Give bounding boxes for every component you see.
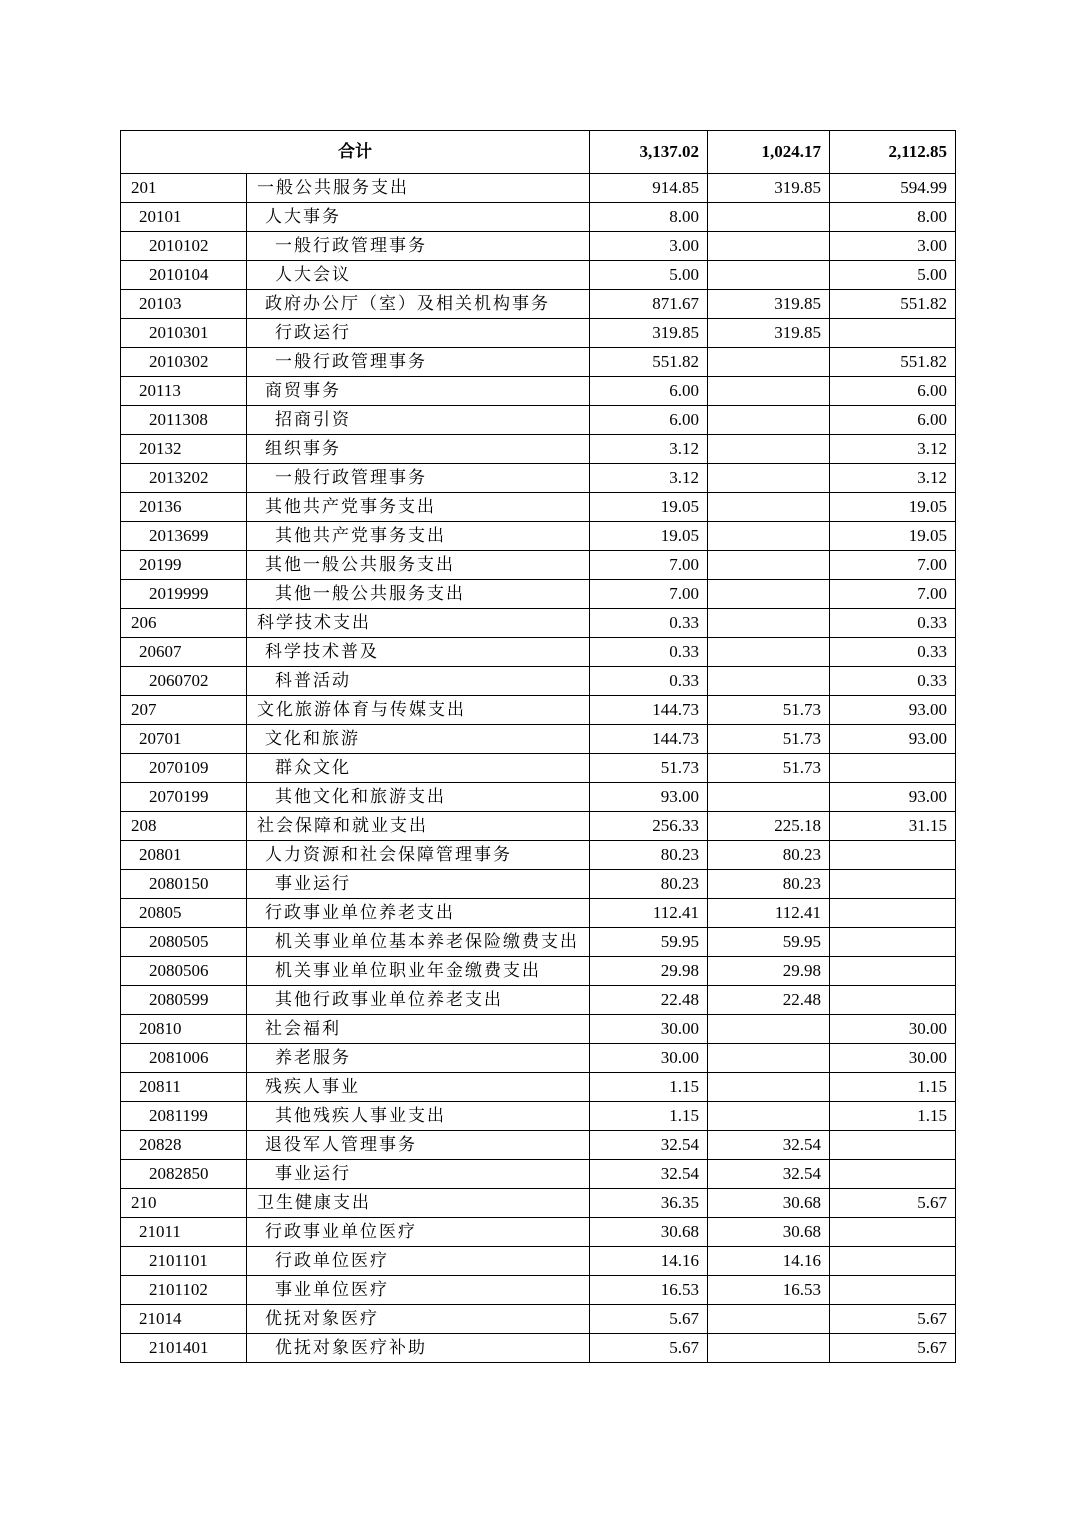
row-total: 93.00 <box>590 783 708 812</box>
row-basic: 22.48 <box>708 986 830 1015</box>
row-name: 科学技术普及 <box>247 638 590 667</box>
row-total: 5.67 <box>590 1334 708 1363</box>
row-code: 2101102 <box>121 1276 247 1305</box>
row-total: 19.05 <box>590 522 708 551</box>
row-code: 20199 <box>121 551 247 580</box>
row-total: 80.23 <box>590 841 708 870</box>
row-total: 6.00 <box>590 377 708 406</box>
table-row <box>121 290 956 319</box>
row-basic: 30.68 <box>708 1218 830 1247</box>
row-name: 科普活动 <box>247 667 590 696</box>
row-name: 社会福利 <box>247 1015 590 1044</box>
row-total: 3.12 <box>590 464 708 493</box>
row-code: 2081199 <box>121 1102 247 1131</box>
row-basic <box>708 1015 830 1044</box>
row-basic <box>708 464 830 493</box>
row-code: 2080599 <box>121 986 247 1015</box>
row-name: 一般行政管理事务 <box>247 232 590 261</box>
row-basic <box>708 232 830 261</box>
row-basic: 51.73 <box>708 754 830 783</box>
table-row <box>121 406 956 435</box>
table-row <box>121 493 956 522</box>
row-code: 207 <box>121 696 247 725</box>
row-total: 551.82 <box>590 348 708 377</box>
table-row <box>121 928 956 957</box>
row-total: 3.00 <box>590 232 708 261</box>
expenditure-table <box>120 130 956 1363</box>
row-name: 政府办公厅（室）及相关机构事务 <box>247 290 590 319</box>
row-total: 7.00 <box>590 551 708 580</box>
row-basic: 112.41 <box>708 899 830 928</box>
table-body <box>121 131 956 1363</box>
row-name: 社会保障和就业支出 <box>247 812 590 841</box>
table-row <box>121 1218 956 1247</box>
row-total: 0.33 <box>590 609 708 638</box>
row-project <box>830 899 956 928</box>
row-project <box>830 841 956 870</box>
row-total: 5.67 <box>590 1305 708 1334</box>
row-name: 行政单位医疗 <box>247 1247 590 1276</box>
row-project <box>830 1276 956 1305</box>
row-code: 2010302 <box>121 348 247 377</box>
row-code: 2080150 <box>121 870 247 899</box>
row-code: 2081006 <box>121 1044 247 1073</box>
row-basic: 51.73 <box>708 725 830 754</box>
table-row <box>121 696 956 725</box>
row-project <box>830 986 956 1015</box>
row-project: 594.99 <box>830 174 956 203</box>
row-name: 招商引资 <box>247 406 590 435</box>
row-basic <box>708 522 830 551</box>
table-row <box>121 319 956 348</box>
row-total: 0.33 <box>590 638 708 667</box>
row-code: 21011 <box>121 1218 247 1247</box>
row-project: 5.67 <box>830 1305 956 1334</box>
row-name: 优抚对象医疗 <box>247 1305 590 1334</box>
row-name: 其他共产党事务支出 <box>247 493 590 522</box>
table-row <box>121 1247 956 1276</box>
row-basic <box>708 609 830 638</box>
row-code: 2060702 <box>121 667 247 696</box>
row-name: 其他一般公共服务支出 <box>247 551 590 580</box>
row-code: 20801 <box>121 841 247 870</box>
row-project: 7.00 <box>830 551 956 580</box>
table-row <box>121 1015 956 1044</box>
row-basic <box>708 261 830 290</box>
row-basic: 14.16 <box>708 1247 830 1276</box>
row-basic <box>708 580 830 609</box>
row-code: 2010104 <box>121 261 247 290</box>
row-code: 2070109 <box>121 754 247 783</box>
row-code: 2070199 <box>121 783 247 812</box>
row-project <box>830 1131 956 1160</box>
row-project: 30.00 <box>830 1044 956 1073</box>
row-code: 20132 <box>121 435 247 464</box>
row-project: 19.05 <box>830 522 956 551</box>
table-row <box>121 261 956 290</box>
row-basic: 29.98 <box>708 957 830 986</box>
row-project <box>830 928 956 957</box>
table-row <box>121 551 956 580</box>
row-basic <box>708 783 830 812</box>
row-name: 养老服务 <box>247 1044 590 1073</box>
row-name: 事业运行 <box>247 1160 590 1189</box>
row-basic: 51.73 <box>708 696 830 725</box>
row-basic <box>708 435 830 464</box>
row-total: 14.16 <box>590 1247 708 1276</box>
row-code: 2010102 <box>121 232 247 261</box>
row-code: 20701 <box>121 725 247 754</box>
row-name: 其他一般公共服务支出 <box>247 580 590 609</box>
row-basic <box>708 1073 830 1102</box>
row-code: 20113 <box>121 377 247 406</box>
table-row <box>121 174 956 203</box>
row-name: 卫生健康支出 <box>247 1189 590 1218</box>
row-project: 5.00 <box>830 261 956 290</box>
table-row <box>121 1334 956 1363</box>
row-name: 事业单位医疗 <box>247 1276 590 1305</box>
row-code: 20136 <box>121 493 247 522</box>
row-total: 6.00 <box>590 406 708 435</box>
row-total: 29.98 <box>590 957 708 986</box>
row-total: 871.67 <box>590 290 708 319</box>
row-name: 人大事务 <box>247 203 590 232</box>
table-row <box>121 1189 956 1218</box>
row-code: 20810 <box>121 1015 247 1044</box>
row-code: 2011308 <box>121 406 247 435</box>
row-project: 8.00 <box>830 203 956 232</box>
row-basic <box>708 1305 830 1334</box>
row-code: 2101101 <box>121 1247 247 1276</box>
row-project <box>830 870 956 899</box>
table-row <box>121 841 956 870</box>
row-project: 3.12 <box>830 435 956 464</box>
row-project: 19.05 <box>830 493 956 522</box>
table-row <box>121 638 956 667</box>
row-project: 0.33 <box>830 609 956 638</box>
row-basic: 80.23 <box>708 841 830 870</box>
table-row <box>121 435 956 464</box>
row-total: 32.54 <box>590 1131 708 1160</box>
row-total: 80.23 <box>590 870 708 899</box>
row-total: 32.54 <box>590 1160 708 1189</box>
row-name: 文化旅游体育与传媒支出 <box>247 696 590 725</box>
row-code: 2019999 <box>121 580 247 609</box>
row-name: 其他文化和旅游支出 <box>247 783 590 812</box>
row-project <box>830 1218 956 1247</box>
row-total: 0.33 <box>590 667 708 696</box>
row-name: 其他行政事业单位养老支出 <box>247 986 590 1015</box>
total-label: 合计 <box>121 131 590 174</box>
table-row <box>121 870 956 899</box>
row-basic <box>708 1334 830 1363</box>
row-code: 20805 <box>121 899 247 928</box>
row-total: 8.00 <box>590 203 708 232</box>
table-row <box>121 783 956 812</box>
row-total: 319.85 <box>590 319 708 348</box>
row-total: 30.00 <box>590 1015 708 1044</box>
row-project: 93.00 <box>830 783 956 812</box>
row-project <box>830 754 956 783</box>
row-code: 20101 <box>121 203 247 232</box>
row-project: 0.33 <box>830 667 956 696</box>
row-project: 0.33 <box>830 638 956 667</box>
row-project: 1.15 <box>830 1073 956 1102</box>
row-code: 2101401 <box>121 1334 247 1363</box>
row-total: 19.05 <box>590 493 708 522</box>
table-row <box>121 1102 956 1131</box>
row-name: 残疾人事业 <box>247 1073 590 1102</box>
row-total: 59.95 <box>590 928 708 957</box>
row-name: 优抚对象医疗补助 <box>247 1334 590 1363</box>
row-name: 人力资源和社会保障管理事务 <box>247 841 590 870</box>
row-total: 36.35 <box>590 1189 708 1218</box>
row-code: 2080505 <box>121 928 247 957</box>
row-code: 20103 <box>121 290 247 319</box>
row-project: 551.82 <box>830 290 956 319</box>
table-row <box>121 1131 956 1160</box>
table-row <box>121 1073 956 1102</box>
row-basic: 16.53 <box>708 1276 830 1305</box>
table-row <box>121 1305 956 1334</box>
row-basic <box>708 667 830 696</box>
row-total: 30.68 <box>590 1218 708 1247</box>
total-project-amount: 2,112.85 <box>830 131 956 174</box>
row-project: 6.00 <box>830 377 956 406</box>
row-code: 21014 <box>121 1305 247 1334</box>
row-basic <box>708 203 830 232</box>
row-name: 商贸事务 <box>247 377 590 406</box>
table-row <box>121 725 956 754</box>
row-total: 256.33 <box>590 812 708 841</box>
table-row <box>121 203 956 232</box>
row-code: 20811 <box>121 1073 247 1102</box>
row-basic <box>708 493 830 522</box>
row-code: 210 <box>121 1189 247 1218</box>
row-code: 2010301 <box>121 319 247 348</box>
total-basic-amount: 1,024.17 <box>708 131 830 174</box>
row-total: 112.41 <box>590 899 708 928</box>
row-name: 事业运行 <box>247 870 590 899</box>
row-basic <box>708 1102 830 1131</box>
row-code: 20607 <box>121 638 247 667</box>
table-row <box>121 812 956 841</box>
row-total: 914.85 <box>590 174 708 203</box>
row-project: 3.00 <box>830 232 956 261</box>
table-row <box>121 957 956 986</box>
row-total: 51.73 <box>590 754 708 783</box>
row-project: 30.00 <box>830 1015 956 1044</box>
row-basic: 319.85 <box>708 290 830 319</box>
row-name: 科学技术支出 <box>247 609 590 638</box>
table-row <box>121 899 956 928</box>
table-row <box>121 522 956 551</box>
row-project <box>830 1247 956 1276</box>
row-project: 5.67 <box>830 1189 956 1218</box>
row-project: 7.00 <box>830 580 956 609</box>
row-name: 组织事务 <box>247 435 590 464</box>
row-name: 一般行政管理事务 <box>247 464 590 493</box>
row-basic <box>708 348 830 377</box>
table-row <box>121 1160 956 1189</box>
row-basic <box>708 551 830 580</box>
row-name: 人大会议 <box>247 261 590 290</box>
row-total: 16.53 <box>590 1276 708 1305</box>
row-name: 一般行政管理事务 <box>247 348 590 377</box>
total-row <box>121 131 956 174</box>
row-total: 144.73 <box>590 696 708 725</box>
row-name: 其他残疾人事业支出 <box>247 1102 590 1131</box>
table-row <box>121 986 956 1015</box>
row-code: 2082850 <box>121 1160 247 1189</box>
row-project: 93.00 <box>830 725 956 754</box>
row-project: 6.00 <box>830 406 956 435</box>
row-total: 3.12 <box>590 435 708 464</box>
row-project: 5.67 <box>830 1334 956 1363</box>
row-total: 144.73 <box>590 725 708 754</box>
table-row <box>121 1276 956 1305</box>
row-basic <box>708 638 830 667</box>
row-total: 1.15 <box>590 1073 708 1102</box>
row-total: 22.48 <box>590 986 708 1015</box>
row-code: 2080506 <box>121 957 247 986</box>
row-total: 1.15 <box>590 1102 708 1131</box>
table-row <box>121 609 956 638</box>
row-code: 2013202 <box>121 464 247 493</box>
row-code: 2013699 <box>121 522 247 551</box>
table-row <box>121 1044 956 1073</box>
row-code: 208 <box>121 812 247 841</box>
row-code: 20828 <box>121 1131 247 1160</box>
row-project: 93.00 <box>830 696 956 725</box>
row-project: 31.15 <box>830 812 956 841</box>
row-basic <box>708 377 830 406</box>
table-row <box>121 580 956 609</box>
row-basic <box>708 406 830 435</box>
row-project <box>830 319 956 348</box>
row-basic: 30.68 <box>708 1189 830 1218</box>
table-row <box>121 667 956 696</box>
table-row <box>121 377 956 406</box>
row-basic: 225.18 <box>708 812 830 841</box>
row-name: 一般公共服务支出 <box>247 174 590 203</box>
row-name: 机关事业单位基本养老保险缴费支出 <box>247 928 590 957</box>
row-total: 7.00 <box>590 580 708 609</box>
row-code: 206 <box>121 609 247 638</box>
row-name: 其他共产党事务支出 <box>247 522 590 551</box>
table-row <box>121 232 956 261</box>
row-project: 1.15 <box>830 1102 956 1131</box>
row-basic: 59.95 <box>708 928 830 957</box>
row-project <box>830 1160 956 1189</box>
table-row <box>121 754 956 783</box>
row-name: 文化和旅游 <box>247 725 590 754</box>
row-project: 3.12 <box>830 464 956 493</box>
row-name: 行政事业单位养老支出 <box>247 899 590 928</box>
row-code: 201 <box>121 174 247 203</box>
row-name: 行政运行 <box>247 319 590 348</box>
row-project: 551.82 <box>830 348 956 377</box>
row-basic: 319.85 <box>708 174 830 203</box>
row-name: 行政事业单位医疗 <box>247 1218 590 1247</box>
table-row <box>121 464 956 493</box>
row-project <box>830 957 956 986</box>
row-basic: 32.54 <box>708 1160 830 1189</box>
row-name: 退役军人管理事务 <box>247 1131 590 1160</box>
row-basic: 80.23 <box>708 870 830 899</box>
row-basic <box>708 1044 830 1073</box>
row-basic: 319.85 <box>708 319 830 348</box>
table-row <box>121 348 956 377</box>
row-name: 机关事业单位职业年金缴费支出 <box>247 957 590 986</box>
row-basic: 32.54 <box>708 1131 830 1160</box>
row-total: 30.00 <box>590 1044 708 1073</box>
row-name: 群众文化 <box>247 754 590 783</box>
total-amount: 3,137.02 <box>590 131 708 174</box>
row-total: 5.00 <box>590 261 708 290</box>
